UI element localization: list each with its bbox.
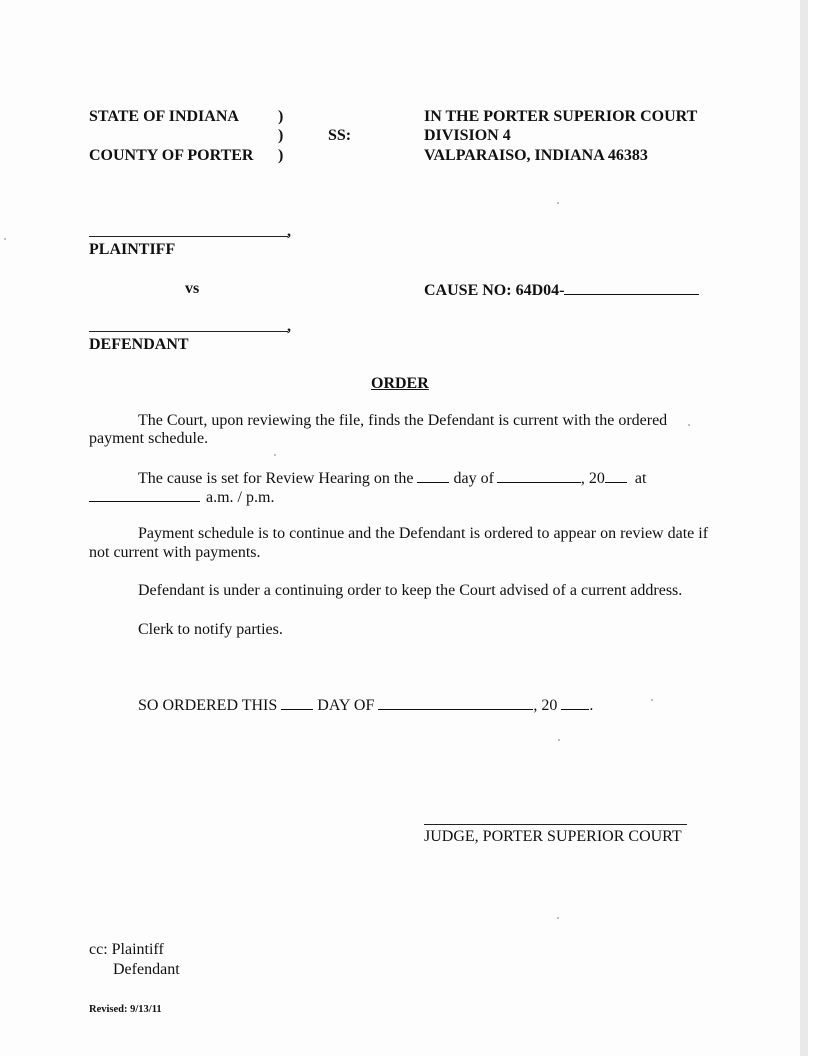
paren-1: )	[278, 108, 284, 125]
order-para-3-cont: not current with payments.	[89, 544, 261, 561]
cc-plaintiff: cc: Plaintiff	[89, 941, 164, 958]
court-location: VALPARAISO, INDIANA 46383	[424, 147, 648, 164]
scan-speck	[557, 917, 559, 919]
at-text: at	[634, 470, 647, 487]
so-ordered-line	[138, 694, 593, 715]
order-para-5: Clerk to notify parties.	[138, 621, 283, 638]
hearing-time-blank[interactable]	[89, 486, 200, 502]
court-name: IN THE PORTER SUPERIOR COURT	[424, 108, 698, 125]
so-ordered-text: SO ORDERED THIS	[138, 697, 278, 714]
order-para-1-cont: payment schedule.	[89, 430, 209, 447]
defendant-comma: ,	[287, 318, 291, 335]
court-division: DIVISION 4	[424, 127, 511, 144]
scan-speck	[688, 424, 690, 426]
ordered-year-blank[interactable]	[561, 694, 589, 710]
ordered-period: .	[589, 697, 594, 714]
revised-date: Revised: 9/13/11	[89, 1004, 162, 1015]
order-para-1: The Court, upon reviewing the file, finds the Defendant is current with the ordered	[138, 412, 668, 429]
order-para-4: Defendant is under a continuing order to keep the Court advised of a current address.	[138, 582, 683, 599]
defendant-name-line[interactable]	[89, 331, 288, 332]
ordered-day-blank[interactable]	[281, 694, 313, 710]
year-prefix-text: , 20	[580, 470, 605, 487]
scan-speck	[557, 202, 559, 204]
cause-number-label	[424, 279, 699, 300]
page-edge	[800, 0, 808, 1056]
hearing-month-blank[interactable]	[497, 467, 581, 483]
scan-speck	[558, 739, 560, 741]
vs-label: vs	[185, 280, 200, 297]
scan-speck	[274, 454, 276, 456]
paren-3: )	[278, 147, 284, 164]
judge-label: JUDGE, PORTER SUPERIOR COURT	[424, 828, 682, 845]
defendant-label: DEFENDANT	[89, 336, 189, 353]
cause-number-prefix: CAUSE NO: 64D04-	[424, 282, 565, 299]
state-label: STATE OF INDIANA	[89, 108, 239, 125]
am-pm-text: a.m. / p.m.	[206, 489, 275, 506]
review-hearing-line	[138, 467, 646, 488]
judge-signature-line[interactable]	[424, 824, 687, 825]
paren-2: )	[278, 127, 284, 144]
scan-speck	[4, 238, 6, 240]
scan-speck	[651, 699, 653, 701]
order-title: ORDER	[371, 375, 429, 392]
day-of-label: DAY OF	[317, 697, 375, 714]
ordered-month-blank[interactable]	[378, 694, 533, 710]
review-hearing-text: The cause is set for Review Hearing on the	[138, 470, 414, 487]
order-para-3: Payment schedule is to continue and the Defendant is ordered to appear on review date if	[138, 525, 709, 542]
plaintiff-label: PLAINTIFF	[89, 241, 176, 258]
hearing-year-blank[interactable]	[605, 467, 627, 483]
cause-number-line[interactable]	[564, 279, 699, 295]
plaintiff-comma: ,	[287, 223, 291, 240]
ss-label: SS:	[328, 127, 352, 144]
plaintiff-name-line[interactable]	[89, 236, 288, 237]
cc-defendant: Defendant	[113, 961, 180, 978]
county-label: COUNTY OF PORTER	[89, 147, 254, 164]
ordered-year-prefix: , 20	[533, 697, 558, 714]
hearing-day-blank[interactable]	[417, 467, 449, 483]
day-of-text: day of	[453, 470, 494, 487]
hearing-time-line	[89, 486, 274, 507]
